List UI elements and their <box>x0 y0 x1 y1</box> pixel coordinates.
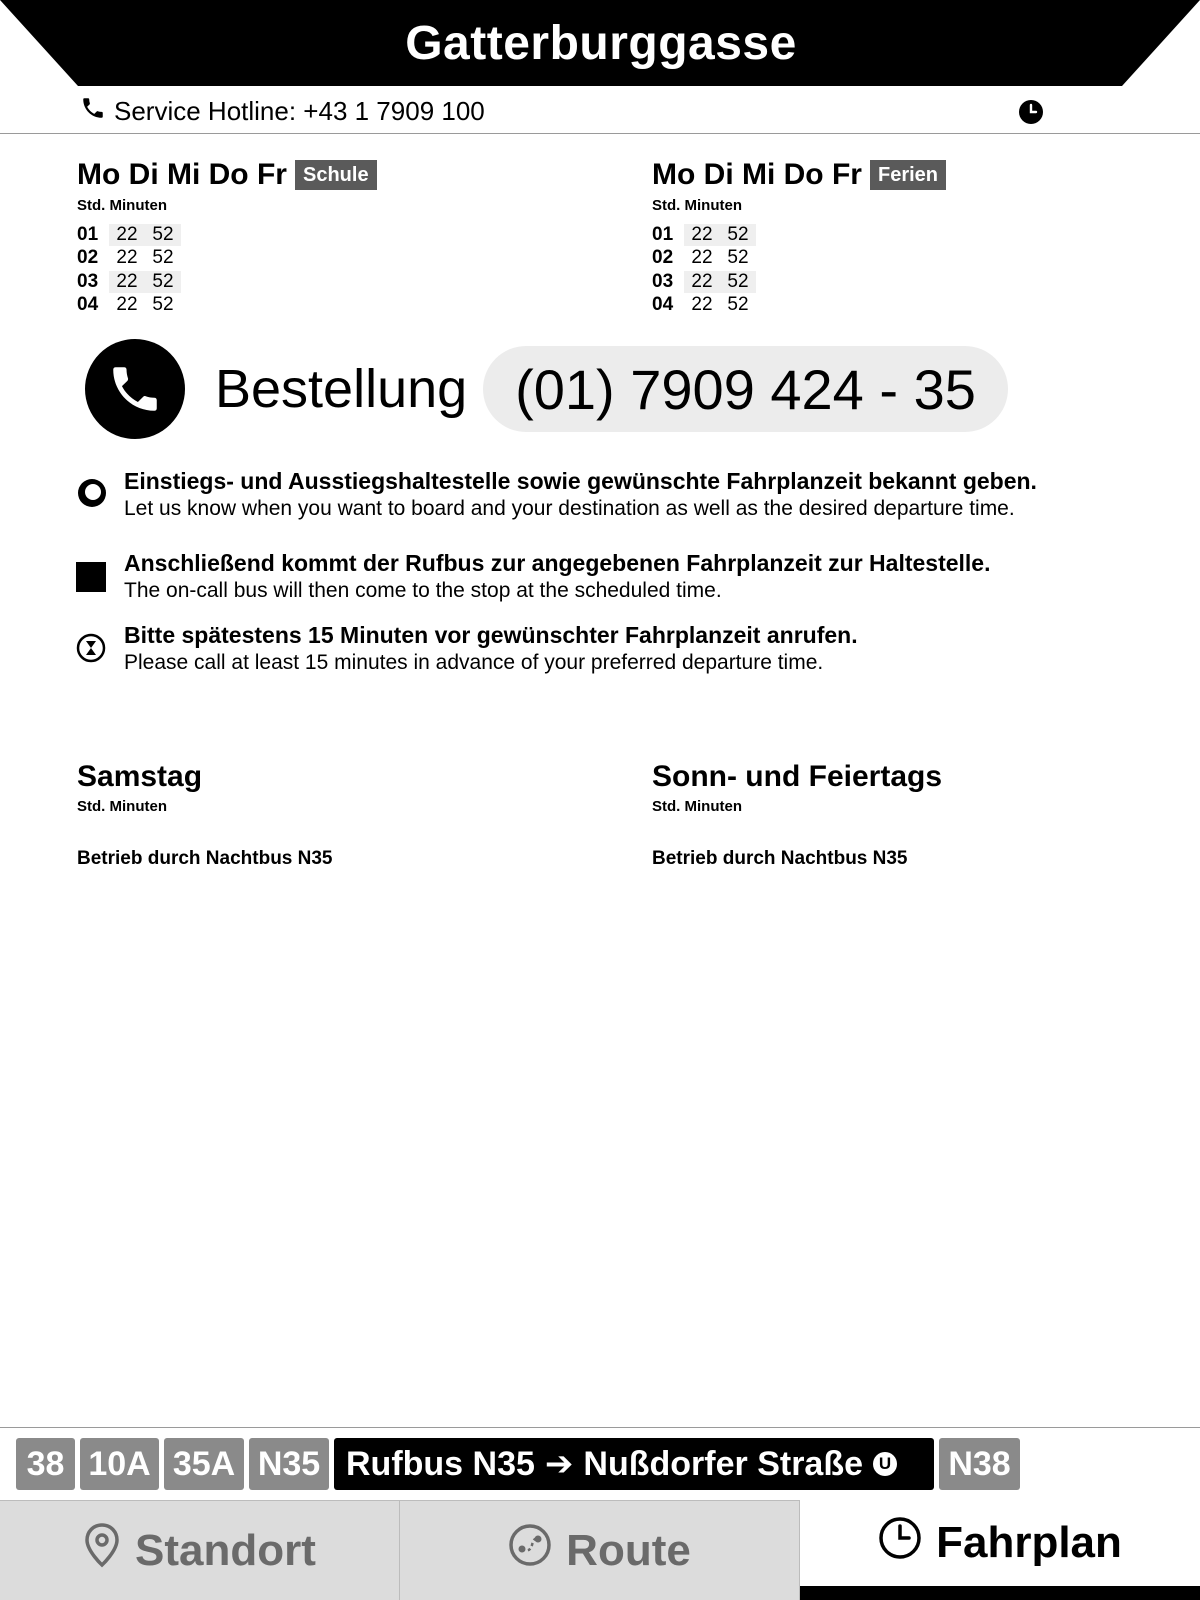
timetable-row <box>652 247 1172 271</box>
tab-route[interactable] <box>400 1500 800 1600</box>
minute-cell: 22 <box>116 294 138 316</box>
school-badge: Schule <box>295 160 377 190</box>
timetable-subheader: Std. Minuten <box>652 197 742 214</box>
sunday-note: Betrieb durch Nachtbus N35 <box>652 848 908 869</box>
line-chip[interactable] <box>80 1438 159 1490</box>
tab-label: Route <box>566 1525 691 1575</box>
title-banner <box>0 0 1200 86</box>
phone-order-icon[interactable] <box>85 339 185 439</box>
hour-cell: 03 <box>652 270 674 292</box>
line-chip[interactable] <box>16 1438 75 1490</box>
line-chip-active[interactable] <box>334 1438 934 1490</box>
minute-cell: 22 <box>691 294 713 316</box>
line-chip[interactable] <box>164 1438 244 1490</box>
tab-label: Standort <box>135 1525 316 1575</box>
line-chip-label: 35A <box>172 1444 236 1483</box>
timetable-saturday <box>77 760 597 870</box>
timetable-row <box>652 270 1172 294</box>
hour-cell: 04 <box>652 294 674 316</box>
clock-icon[interactable] <box>1018 99 1044 130</box>
clock-icon <box>878 1516 922 1571</box>
hour-cell: 03 <box>77 270 99 292</box>
bus-stop-square-icon <box>76 562 106 597</box>
timetable-subheader: Std. Minuten <box>77 197 167 214</box>
sunday-heading: Sonn- und Feiertags <box>652 760 943 793</box>
timetable-row <box>77 223 597 247</box>
instruction-de: Einstiegs- und Ausstiegshaltestelle sowie gewünschte Fahrplanzeit bekannt geben. <box>124 468 1037 494</box>
tab-fahrplan[interactable] <box>800 1500 1200 1600</box>
instruction-en: The on-call bus will then come to the stop at the scheduled time. <box>124 579 722 602</box>
minute-cell: 52 <box>727 247 749 269</box>
minute-cell: 22 <box>116 223 138 245</box>
line-chip[interactable] <box>939 1438 1020 1490</box>
minute-cell: 52 <box>727 270 749 292</box>
minute-cell: 52 <box>727 223 749 245</box>
line-chip-label: 38 <box>26 1444 65 1483</box>
u-bahn-icon: U <box>873 1452 897 1476</box>
instruction-item <box>76 550 1176 610</box>
saturday-note: Betrieb durch Nachtbus N35 <box>77 848 333 869</box>
timetable-row <box>77 270 597 294</box>
hour-cell: 01 <box>77 223 99 245</box>
tab-label: Fahrplan <box>936 1518 1122 1567</box>
timetable-weekday-holiday <box>652 155 1172 317</box>
timetable-row <box>77 247 597 271</box>
active-line-destination: Nußdorfer Straße <box>583 1444 864 1483</box>
timetable-row <box>77 294 597 318</box>
instruction-de: Bitte spätestens 15 Minuten vor gewünschter Fahrplanzeit anrufen. <box>124 622 858 648</box>
line-strip <box>0 1427 1200 1501</box>
weekday-days-label: Mo Di Mi Do Fr <box>652 158 862 191</box>
hour-cell: 02 <box>652 247 674 269</box>
location-pin-icon <box>83 1522 121 1579</box>
line-chip-label: 10A <box>88 1444 151 1483</box>
minute-cell: 22 <box>691 223 713 245</box>
phone-icon <box>80 95 106 128</box>
active-line-name: Rufbus N35 <box>346 1444 535 1483</box>
timetable-row <box>652 294 1172 318</box>
instruction-en: Let us know when you want to board and your destination as well as the desired departure time. <box>124 497 1015 520</box>
line-chip-label: N35 <box>257 1444 321 1483</box>
timetable-weekday-school <box>77 155 597 317</box>
instruction-de: Anschließend kommt der Rufbus zur angegebenen Fahrplanzeit zur Haltestelle. <box>124 550 991 576</box>
minute-cell: 52 <box>152 223 174 245</box>
tab-standort[interactable] <box>0 1500 400 1600</box>
timetable-subheader: Std. Minuten <box>77 798 167 815</box>
hour-cell: 04 <box>77 294 99 316</box>
timetable-sunday <box>652 760 1172 870</box>
instruction-en: Please call at least 15 minutes in advance of your preferred departure time. <box>124 651 824 674</box>
minute-cell: 22 <box>116 270 138 292</box>
holiday-badge: Ferien <box>870 160 946 190</box>
hourglass-icon <box>76 633 106 668</box>
hour-cell: 01 <box>652 223 674 245</box>
hour-cell: 02 <box>77 247 99 269</box>
instruction-item <box>76 622 1176 682</box>
minute-cell: 52 <box>152 270 174 292</box>
order-label: Bestellung <box>215 359 468 419</box>
order-number-text: (01) 7909 424 - 35 <box>515 357 976 421</box>
minute-cell: 22 <box>116 247 138 269</box>
line-chip-label: N38 <box>948 1444 1011 1483</box>
weekday-days-label: Mo Di Mi Do Fr <box>77 158 287 191</box>
timetable-row <box>652 223 1172 247</box>
saturday-heading: Samstag <box>77 760 203 793</box>
hotline-text: Service Hotline: +43 1 7909 100 <box>114 95 485 126</box>
minute-cell: 52 <box>152 294 174 316</box>
line-chip[interactable] <box>249 1438 329 1490</box>
service-hotline[interactable] <box>80 94 485 128</box>
instruction-item <box>76 468 1176 528</box>
arrow-right-icon: ➔ <box>544 1445 574 1483</box>
timetable-subheader: Std. Minuten <box>652 798 742 815</box>
order-phone-number[interactable] <box>483 346 1008 432</box>
stop-name: Gatterburggasse <box>405 16 797 70</box>
route-icon <box>508 1523 552 1578</box>
minute-cell: 22 <box>691 247 713 269</box>
minute-cell: 52 <box>727 294 749 316</box>
minute-cell: 22 <box>691 270 713 292</box>
location-circle-icon <box>76 477 108 514</box>
bottom-tabs <box>0 1500 1200 1600</box>
minute-cell: 52 <box>152 247 174 269</box>
